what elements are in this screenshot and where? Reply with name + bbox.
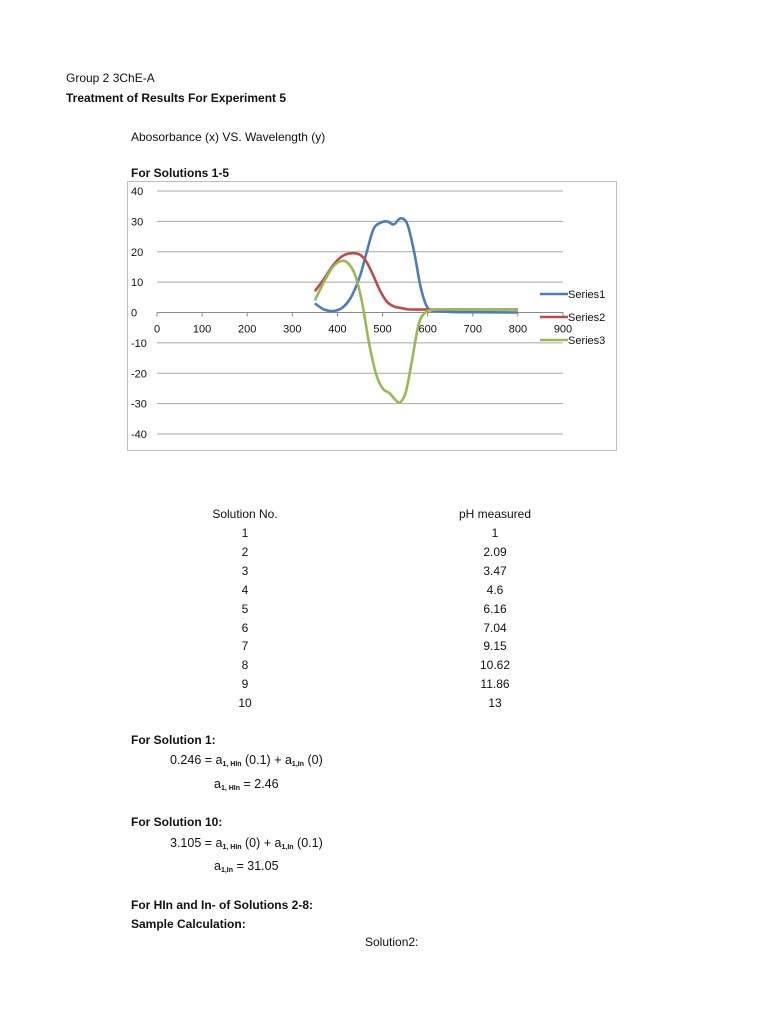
table-header-ph: pH measured	[458, 507, 532, 521]
table-cell-ph: 9.15	[483, 639, 507, 654]
x-tick-label: 800	[508, 323, 528, 336]
table-cell-solution: 2	[241, 544, 249, 559]
x-tick-label: 700	[463, 323, 482, 336]
solution1-equation: $0.246 = a_{1, HIn}$ $(0.1) + a_{1,In}$ (0)	[170, 753, 323, 768]
table-cell-ph: 7.04	[483, 620, 507, 635]
y-tick-label: -30	[131, 398, 147, 411]
hin-in-heading: For HIn and In- of Solutions 2-8:	[131, 898, 313, 912]
group-label: Group 2 3ChE-A	[66, 71, 155, 85]
legend-label: Series1	[568, 289, 606, 301]
table-cell-solution: 10	[238, 696, 252, 711]
table-cell-ph: 3.47	[483, 563, 507, 578]
solution1-heading: For Solution 1:	[131, 733, 216, 747]
y-tick-label: 10	[131, 277, 144, 290]
x-tick-label: 100	[192, 323, 212, 336]
legend-label: Series2	[568, 312, 606, 324]
table-cell-solution: 1	[241, 526, 249, 540]
x-tick-label: 500	[373, 323, 392, 336]
solution2-label: Solution2:	[365, 935, 419, 949]
table-cell-solution: 5	[241, 601, 249, 616]
x-tick-label: 0	[153, 323, 161, 336]
table-cell-solution: 8	[241, 658, 249, 673]
y-tick-label: -10	[131, 337, 147, 350]
table-cell-solution: 6	[241, 620, 249, 635]
x-tick-label: 900	[553, 323, 573, 336]
table-cell-solution: 4	[241, 582, 249, 597]
table-cell-ph: 4.6	[486, 582, 504, 597]
table-cell-solution: 9	[241, 677, 249, 692]
document-title: Treatment of Results For Experiment 5	[66, 91, 287, 105]
x-tick-label: 200	[238, 323, 257, 336]
sample-calculation-label: Sample Calculation:	[131, 917, 246, 931]
x-tick-label: 600	[418, 323, 437, 336]
table-cell-ph: 11.86	[480, 677, 510, 692]
table-cell-solution: 3	[241, 563, 249, 578]
solution10-heading: For Solution 10:	[131, 815, 223, 829]
x-tick-label: 300	[283, 323, 302, 336]
table-cell-ph: 10.62	[479, 658, 511, 673]
table-cell-ph: 1	[491, 526, 499, 540]
y-tick-label: -20	[131, 368, 147, 381]
table-cell-solution: 7	[241, 639, 249, 654]
series-line-1	[315, 218, 518, 312]
legend-label: Series3	[568, 335, 606, 347]
table-cell-ph: 2.09	[483, 544, 507, 559]
solution10-result: $a_{1,In} = 31.05$	[214, 859, 279, 874]
y-tick-label: 0	[131, 307, 138, 320]
y-tick-label: 20	[131, 246, 144, 259]
x-tick-label: 400	[328, 323, 347, 336]
line-chart	[0, 0, 768, 470]
y-tick-label: -40	[131, 429, 147, 441]
table-cell-ph: 13	[488, 696, 502, 711]
y-tick-label: 40	[131, 186, 144, 198]
table-header-solution: Solution No.	[212, 507, 278, 521]
chart-subtitle: For Solutions 1-5	[131, 166, 230, 180]
chart-caption: Abosorbance (x) VS. Wavelength (y)	[131, 130, 326, 144]
solution10-equation: $3.105 = a_{1, HIn}$ $(0) + a_{1,In}$ (0.1)	[170, 836, 323, 851]
y-tick-label: 30	[131, 216, 144, 229]
solution1-result: $a_{1, HIn} = 2.46$	[214, 777, 279, 792]
table-cell-ph: 6.16	[483, 601, 507, 616]
